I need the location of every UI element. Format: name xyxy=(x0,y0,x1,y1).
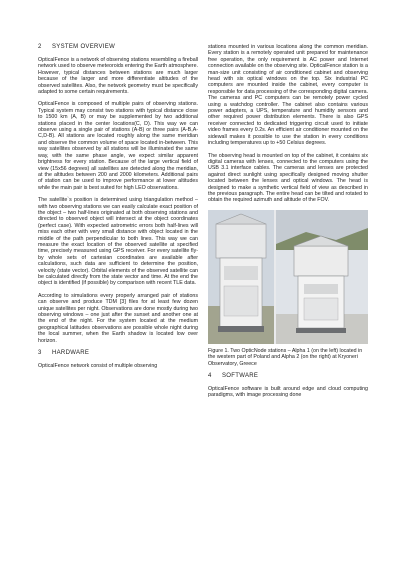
section-title: HARDWARE xyxy=(52,350,90,357)
right-column xyxy=(208,44,368,405)
left-column xyxy=(38,44,198,375)
section-number: 4 xyxy=(208,372,212,379)
section-heading-software xyxy=(208,373,368,380)
paragraph: The observing head is mounted on top of the cabinet, it contains six digital cameras with lenses, connected to the computers using the USB 3.1 interface cables. The cameras and lenses are protected against direct sunlight using specifically designed moving shutter located between the lenses and optical windows. The head is designed to make a synthetic vertical field of view as described in the previous paragraph. The entire head can be tilted and rotated to obtain the required azimuth and altitude of the FOV. xyxy=(208,152,368,204)
station-photo-alpha-2 xyxy=(276,210,368,344)
section-number: 2 xyxy=(38,44,42,50)
paragraph: According to simulations every properly arranged pair of stations can observe and produce TDM [3] files for at least few dozen unique satellites per night. Observations are done mostly during two observing windows – one just after the sunset and another one at the end of the night. For the system located at the medium geographical latitudes observations are possible whole night during the local summer, when the Earth shadow is located low over horizon. xyxy=(38,292,198,344)
paragraph: OpticalFence is composed of multiple pairs of observing stations. Typical system may consist two stations with typical distance close to 1500 km (A, B) or may be supplemented by two additional stations placed in the center locations(C, D). This way we can observe using a single pair of stations (A-B) or three pairs (A-B,A-C,D-B). All stations are located roughly along the same meridian and observe the common volume of space located in-between. This way satellites observed by all stations will be illuminated the same way, with the same phase angle, we expect similar apparent brightness for every station. Because of the large vertical field of view (15x56 degrees) all satellites are detected along the meridian, at the altitudes between 200 and 2000 kilometers. Additional pairs of station can be used to improve performance at lower altitudes while the main pair is best suited for high LEO observations. xyxy=(38,101,198,191)
section-number: 3 xyxy=(38,350,42,357)
paragraph: OpticalFence is a network of observing stations resembling a fireball network used to observe meteoroids entering the Earth atmosphere. However, typical distances between stations are much larger because of the larger and more differentiate altitudes of the observed satellites. Also, the network geometry must be specifically adapted to some certain requirements. xyxy=(38,57,198,96)
paragraph: stations mounted in various locations along the common meridian. Every station is a remotely operated unit prepared for maintenance free operation, the only requirement is AC power and Internet connection available on the observing site. OpticalFence station is a man-size unit consisting of air conditioned cabinet and observing head with six optical windows on the top. Six industrial PC computers are mounted inside the cabinet, every computer is responsible for data processing of the corresponding digital camera. The cameras and PC computers can be remotely power cycled using a watchdog controller. The cabinet also contains various power adapters, a UPS, temperature and humidity sensors and other required power distribution elements. There is also GPS receiver connected to dedicated triggering circuit used to initiate video frames every 0.2s. An efficient air conditioner mounted on the sidewall makes it possible to use the station in every conditions including temperatures up to +50 Celsius degrees. xyxy=(208,44,368,147)
figure-station-photos xyxy=(208,210,368,344)
section-title: SYSTEM OVERVIEW xyxy=(52,44,116,50)
station-photo-alpha-1 xyxy=(208,210,274,344)
section-title: SOFTWARE xyxy=(222,372,259,379)
paragraph: OpticalFence software is built around edge and cloud computing paradigms, with image processing done xyxy=(208,385,368,399)
paragraph: OpticalFence network consist of multiple observing xyxy=(38,363,158,370)
section-heading-hardware xyxy=(38,350,198,357)
paragraph: The satellite`s position is determined using triangulation method – with two observing stations we can easily calculate exact position of the object – two half-lines originated at both observing stations and directed to observed object will intersect at the object coordinates (perfect case). With expected astrometric errors both half-lines will miss each other with very small distance with object located in the middle of the path perpendicular to both lines. This way we can measure the exact location of the observed satellite at specified time, precisely measured using GPS receiver. For every satellite fly-by whole sets of cartesian coordinates are available after calculations, such data are sufficient to determine the position, velocity (state vector). Orbital elements of the observed satellite can be calculated directly from the state vector and time. At the end the object is identified (if possible) by comparison with recent TLE data. xyxy=(38,197,198,287)
section-heading-system-overview xyxy=(38,44,198,51)
figure-caption: Figure 1. Two OpticNode stations – Alpha 1 (on the left) located in the western part of Poland and Alpha 2 (on the right) at Kryoneri Observatory, Greece xyxy=(208,347,363,367)
